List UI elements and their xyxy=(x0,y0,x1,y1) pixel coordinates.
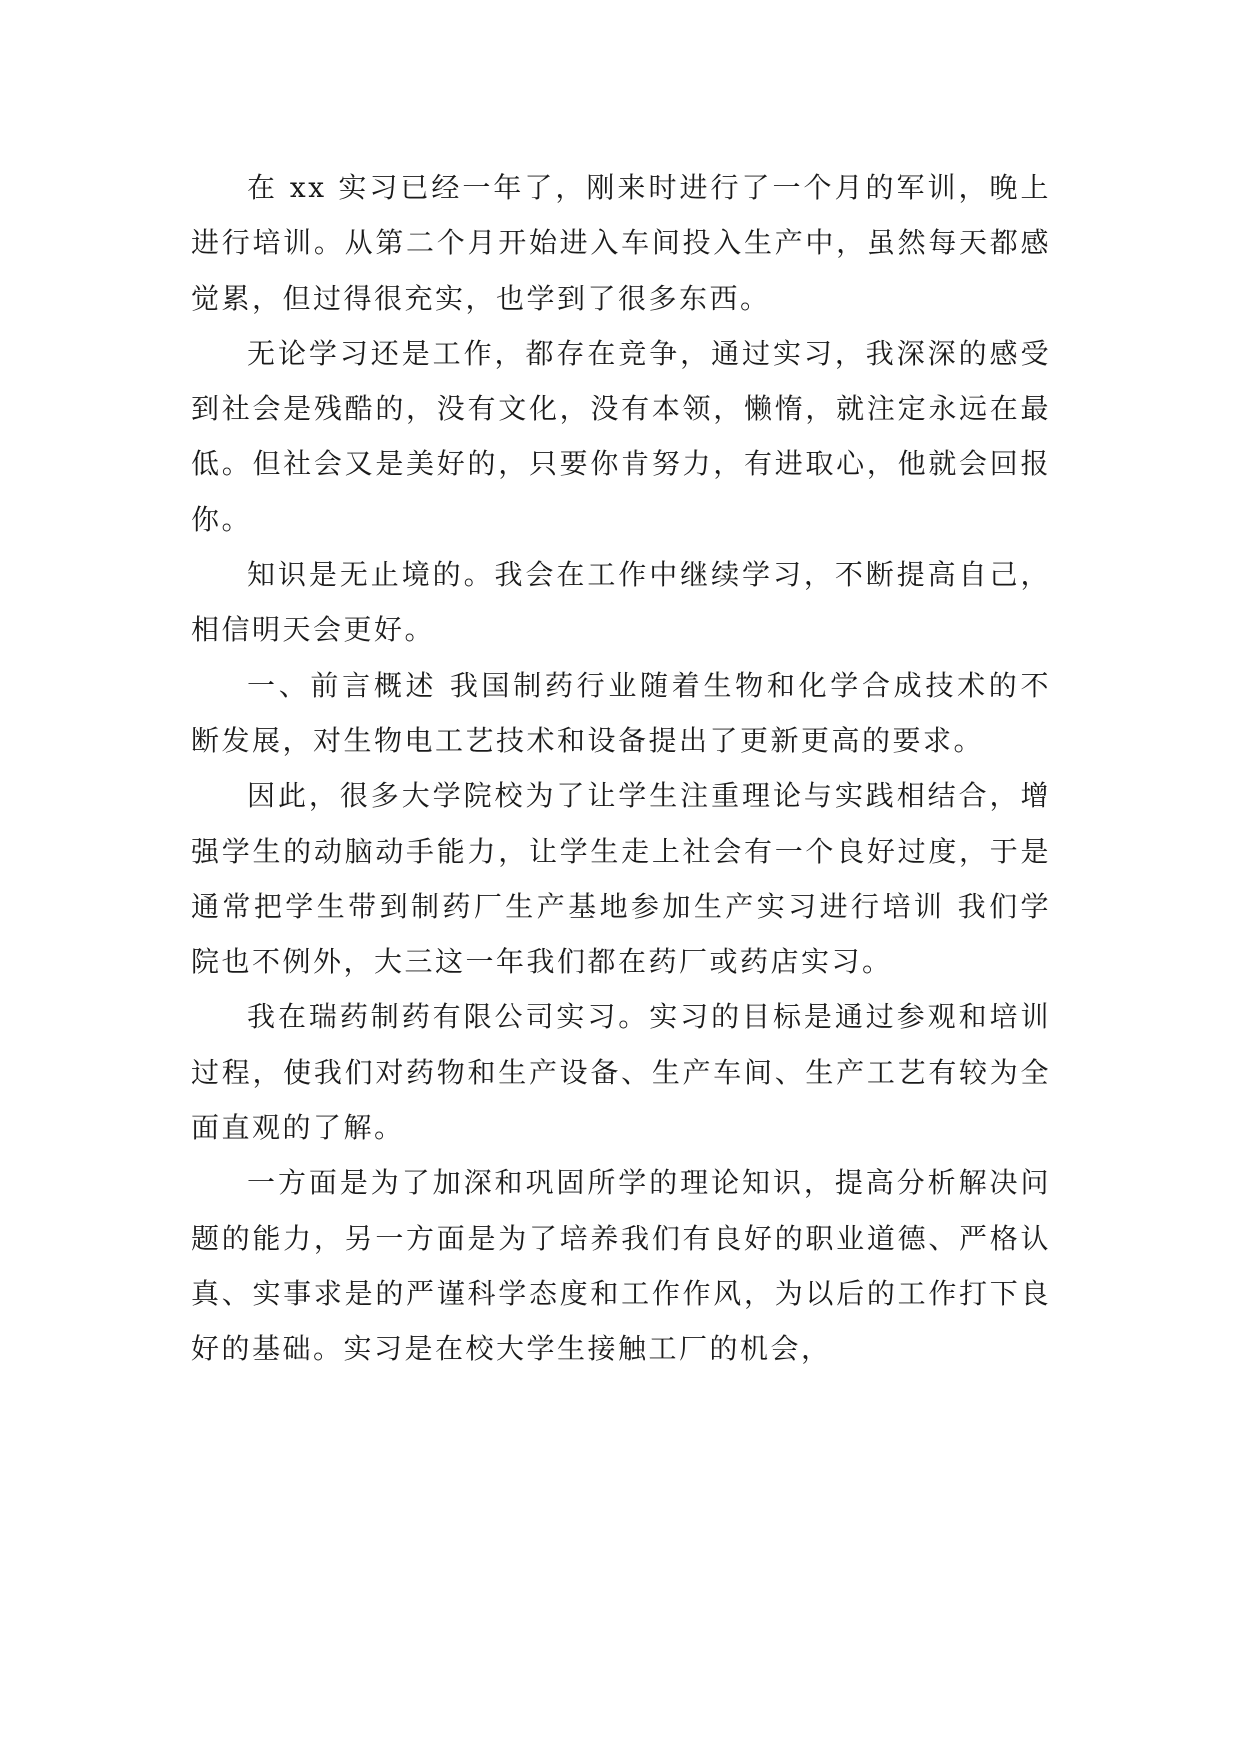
paragraph-2: 无论学习还是工作，都存在竞争，通过实习，我深深的感受到社会是残酷的，没有文化，没有本领，懒惰，就注定永远在最低。但社会又是美好的，只要你肯努力，有进取心，他就会回报你。 xyxy=(191,336,1051,536)
paragraph-6: 我在瑞药制药有限公司实习。实习的目标是通过参观和培训过程，使我们对药物和生产设备、生产车间、生产工艺有较为全面直观的了解。 xyxy=(191,1000,1051,1145)
document-body xyxy=(191,160,1051,1377)
paragraph-7: 一方面是为了加深和巩固所学的理论知识，提高分析解决问题的能力，另一方面是为了培养我们有良好的职业道德、严格认真、实事求是的严谨科学态度和工作作风，为以后的工作打下良好的基础。实习是在校大学生接触工厂的机会， xyxy=(191,1166,1051,1366)
paragraph-1: 在 xx 实习已经一年了，刚来时进行了一个月的军训，晚上进行培训。从第二个月开始进入车间投入生产中，虽然每天都感觉累，但过得很充实，也学到了很多东西。 xyxy=(191,171,1051,315)
paragraph-4: 一、前言概述 我国制药行业随着生物和化学合成技术的不断发展，对生物电工艺技术和设备提出了更新更高的要求。 xyxy=(191,668,1051,757)
paragraph-3: 知识是无止境的。我会在工作中继续学习，不断提高自己，相信明天会更好。 xyxy=(191,558,1051,647)
paragraph-5: 因此，很多大学院校为了让学生注重理论与实践相结合，增强学生的动脑动手能力，让学生走上社会有一个良好过度，于是通常把学生带到制药厂生产基地参加生产实习进行培训 我们学院也不例外，大三这一年我们都在药厂或药店实习。 xyxy=(191,779,1051,979)
